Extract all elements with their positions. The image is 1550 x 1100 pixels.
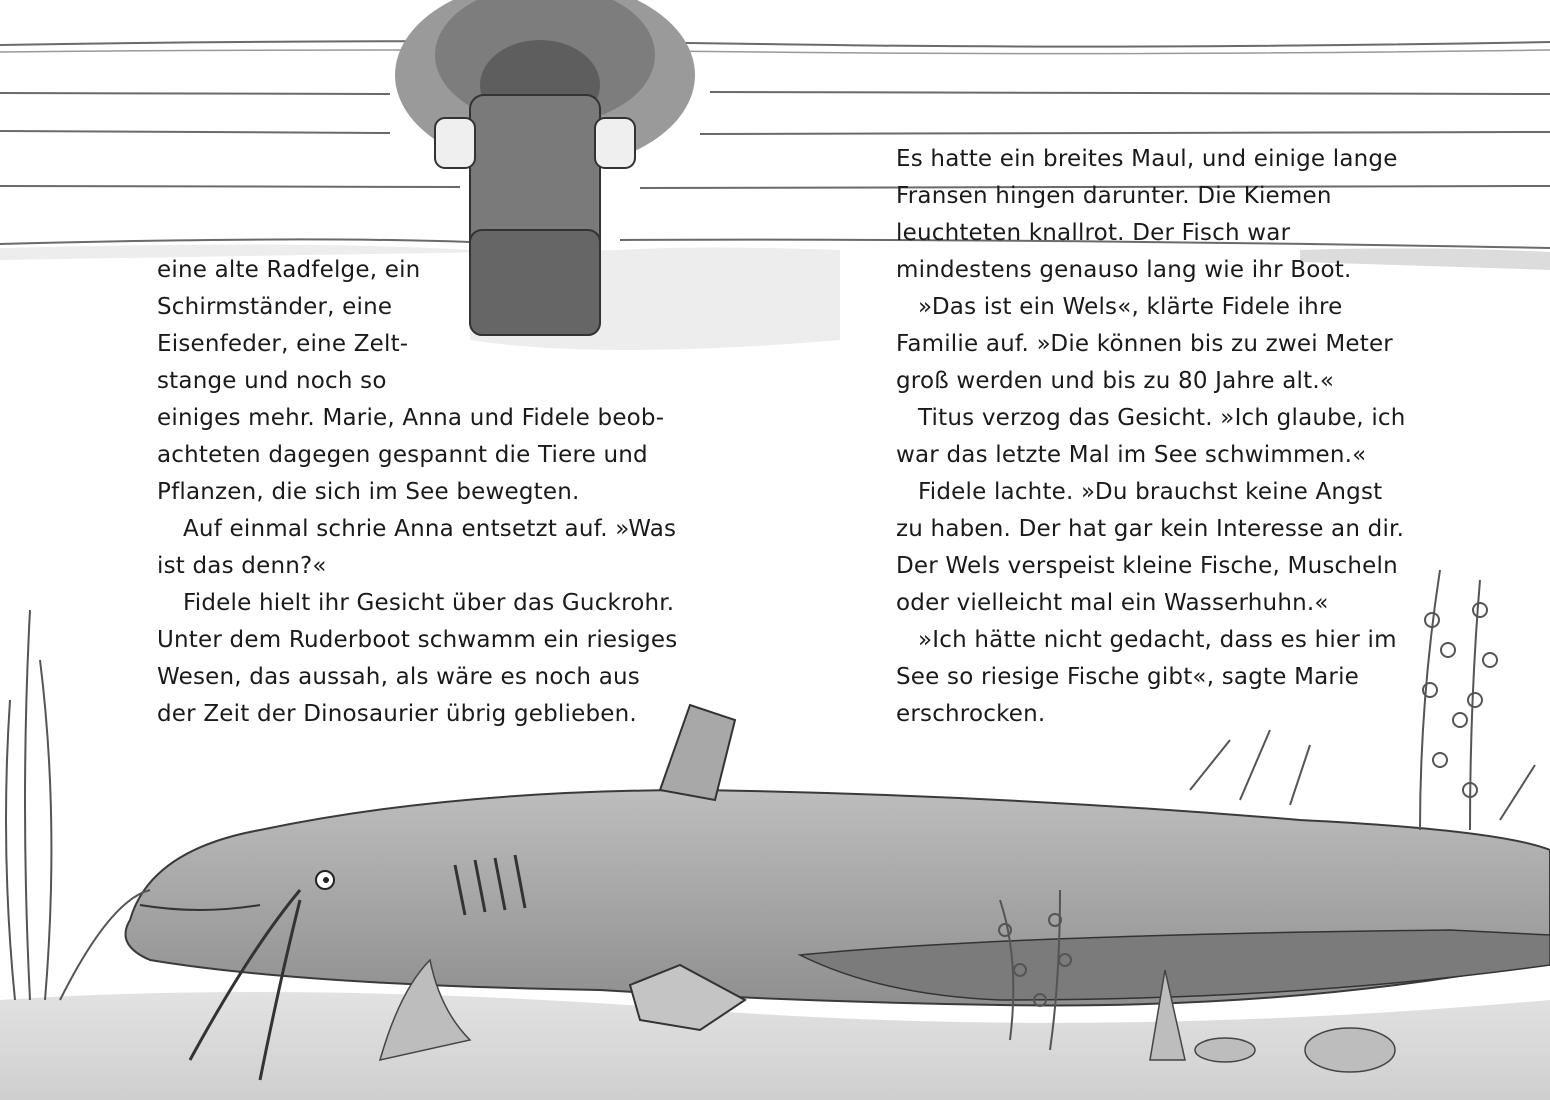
text-line: war das letzte Mal im See schwimmen.« bbox=[896, 442, 1367, 468]
text-line: Pflanzen, die sich im See bewegten. bbox=[157, 479, 580, 505]
text-line: »Ich hätte nicht gedacht, dass es hier im bbox=[918, 627, 1397, 653]
text-line: Fransen hingen darunter. Die Kiemen bbox=[896, 183, 1332, 209]
text-line: Titus verzog das Gesicht. »Ich glaube, ich bbox=[918, 405, 1406, 431]
text-line: Eisenfeder, eine Zelt- bbox=[157, 331, 409, 357]
text-line: mindestens genauso lang wie ihr Boot. bbox=[896, 257, 1352, 283]
text-line: Fidele hielt ihr Gesicht über das Guckrohr. bbox=[183, 590, 675, 616]
text-line: oder vielleicht mal ein Wasserhuhn.« bbox=[896, 590, 1329, 616]
text-line: zu haben. Der hat gar kein Interesse an dir. bbox=[896, 516, 1405, 542]
text-line: Auf einmal schrie Anna entsetzt auf. »Was bbox=[183, 516, 677, 542]
text-line: Unter dem Ruderboot schwamm ein riesiges bbox=[157, 627, 678, 653]
text-line: Fidele lachte. »Du brauchst keine Angst bbox=[918, 479, 1383, 505]
text-line: Der Wels verspeist kleine Fische, Muscheln bbox=[896, 553, 1398, 579]
text-line: stange und noch so bbox=[157, 368, 387, 394]
text-line: erschrocken. bbox=[896, 701, 1046, 727]
text-line: »Das ist ein Wels«, klärte Fidele ihre bbox=[918, 294, 1343, 320]
text-line: Es hatte ein breites Maul, und einige lange bbox=[896, 146, 1398, 172]
text-line: eine alte Radfelge, ein bbox=[157, 257, 421, 283]
text-line: ist das denn?« bbox=[157, 553, 327, 579]
text-line: Familie auf. »Die können bis zu zwei Meter bbox=[896, 331, 1393, 357]
text-line: einiges mehr. Marie, Anna und Fidele beob- bbox=[157, 405, 665, 431]
text-line: See so riesige Fische gibt«, sagte Marie bbox=[896, 664, 1360, 690]
text-line: groß werden und bis zu 80 Jahre alt.« bbox=[896, 368, 1335, 394]
text-line: Schirmständer, eine bbox=[157, 294, 393, 320]
text-line: leuchteten knallrot. Der Fisch war bbox=[896, 220, 1291, 246]
text-line: achteten dagegen gespannt die Tiere und bbox=[157, 442, 648, 468]
text-line: Wesen, das aussah, als wäre es noch aus bbox=[157, 664, 640, 690]
text-line: der Zeit der Dinosaurier übrig geblieben. bbox=[157, 701, 637, 727]
